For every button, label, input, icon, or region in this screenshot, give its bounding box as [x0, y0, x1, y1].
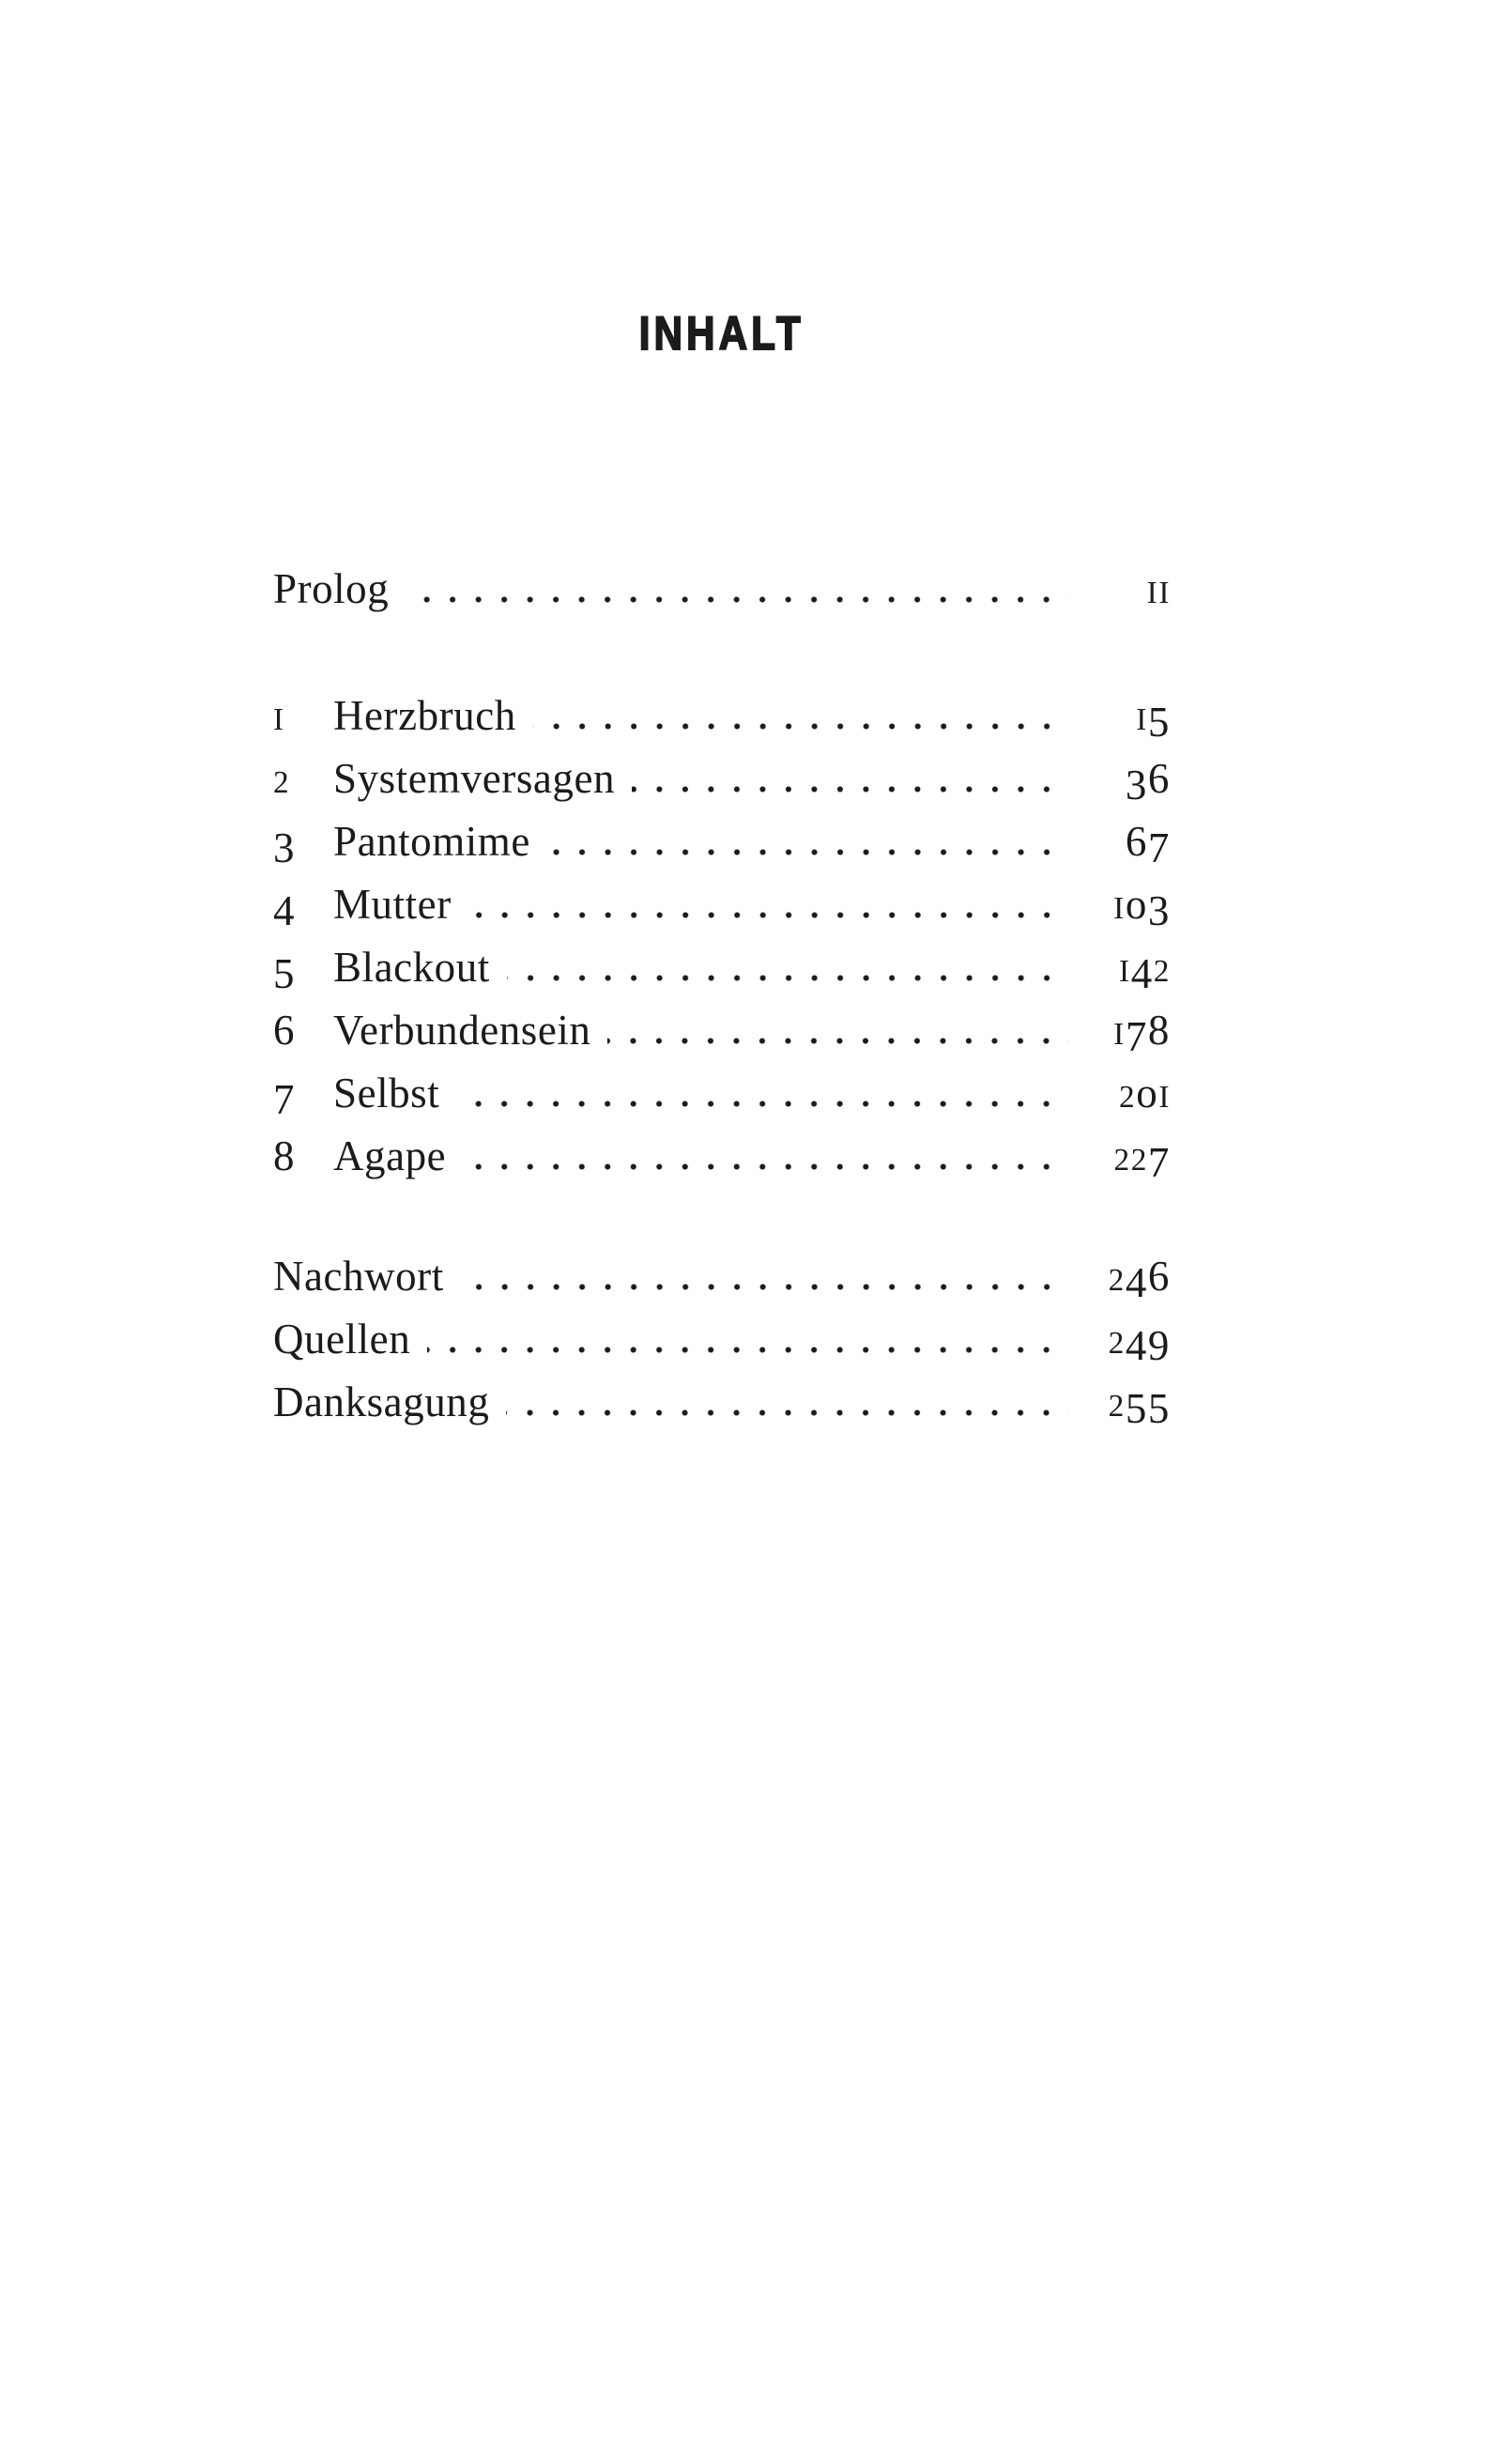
page-title	[273, 307, 1171, 360]
toc-entry-chapter	[273, 747, 1171, 810]
entry-page-number: 227	[1113, 1139, 1171, 1187]
dot-leader	[506, 1409, 1069, 1416]
dot-leader	[406, 596, 1069, 603]
entry-label: Nachwort	[273, 1253, 444, 1300]
toc-entry-prolog	[273, 558, 1171, 621]
chapter-number: 7	[273, 1076, 295, 1124]
entry-page-number: Io3	[1113, 881, 1171, 935]
toc-entry-chapter	[273, 1062, 1171, 1125]
entry-label: Danksagung	[273, 1378, 490, 1425]
chapter-number: 5	[273, 950, 295, 998]
toc-content	[273, 558, 1171, 1434]
chapter-number: 2	[273, 765, 289, 800]
dot-leader	[507, 975, 1069, 981]
toc-entry-chapter	[273, 936, 1171, 999]
chapter-number: 8	[273, 1132, 295, 1179]
dot-leader	[463, 1163, 1069, 1170]
entry-page-number: 246	[1108, 1253, 1171, 1307]
toc-entry-chapter	[273, 685, 1171, 747]
entry-page-number: 2oI	[1119, 1070, 1171, 1116]
entry-label: Quellen	[273, 1316, 411, 1363]
chapter-list	[273, 685, 1171, 1188]
dot-leader	[456, 1101, 1069, 1107]
toc-entry-chapter	[273, 999, 1171, 1062]
entry-label: Verbundensein	[333, 1007, 591, 1054]
entry-page-number: II	[1146, 576, 1171, 610]
toc-entry-chapter	[273, 873, 1171, 936]
entry-page-number: 249	[1108, 1322, 1171, 1370]
dot-leader	[427, 1347, 1069, 1353]
toc-entry-backmatter	[273, 1245, 1171, 1308]
chapter-number: I	[273, 702, 284, 737]
entry-label: Systemversagen	[333, 755, 615, 802]
entry-label: Herzbruch	[333, 692, 516, 739]
toc-entry-backmatter	[273, 1308, 1171, 1371]
entry-page-number: 255	[1108, 1385, 1171, 1433]
chapter-number: 3	[273, 824, 295, 872]
entry-label: Mutter	[333, 881, 452, 928]
chapter-number: 4	[273, 887, 295, 935]
entry-page-number: I78	[1113, 1007, 1171, 1061]
toc-entry-backmatter	[273, 1371, 1171, 1434]
entry-label: Prolog	[273, 565, 390, 612]
toc-entry-chapter	[273, 810, 1171, 873]
dot-leader	[533, 723, 1069, 730]
back-matter-list	[273, 1245, 1171, 1434]
entry-label: Selbst	[333, 1070, 440, 1116]
dot-leader	[632, 786, 1069, 793]
page-title-text: INHALT	[638, 307, 805, 360]
entry-page-number: I42	[1119, 950, 1171, 998]
entry-page-number: I5	[1136, 699, 1171, 747]
dot-leader	[461, 1284, 1069, 1290]
toc-entry-chapter	[273, 1125, 1171, 1188]
entry-page-number: 36	[1125, 755, 1171, 809]
entry-label: Blackout	[333, 944, 490, 991]
dot-leader	[468, 912, 1069, 918]
dot-leader	[547, 849, 1069, 855]
entry-label: Pantomime	[333, 818, 530, 865]
entry-label: Agape	[333, 1132, 447, 1179]
entry-page-number: 67	[1125, 818, 1171, 872]
dot-leader	[607, 1038, 1069, 1044]
chapter-number: 6	[273, 1007, 295, 1054]
